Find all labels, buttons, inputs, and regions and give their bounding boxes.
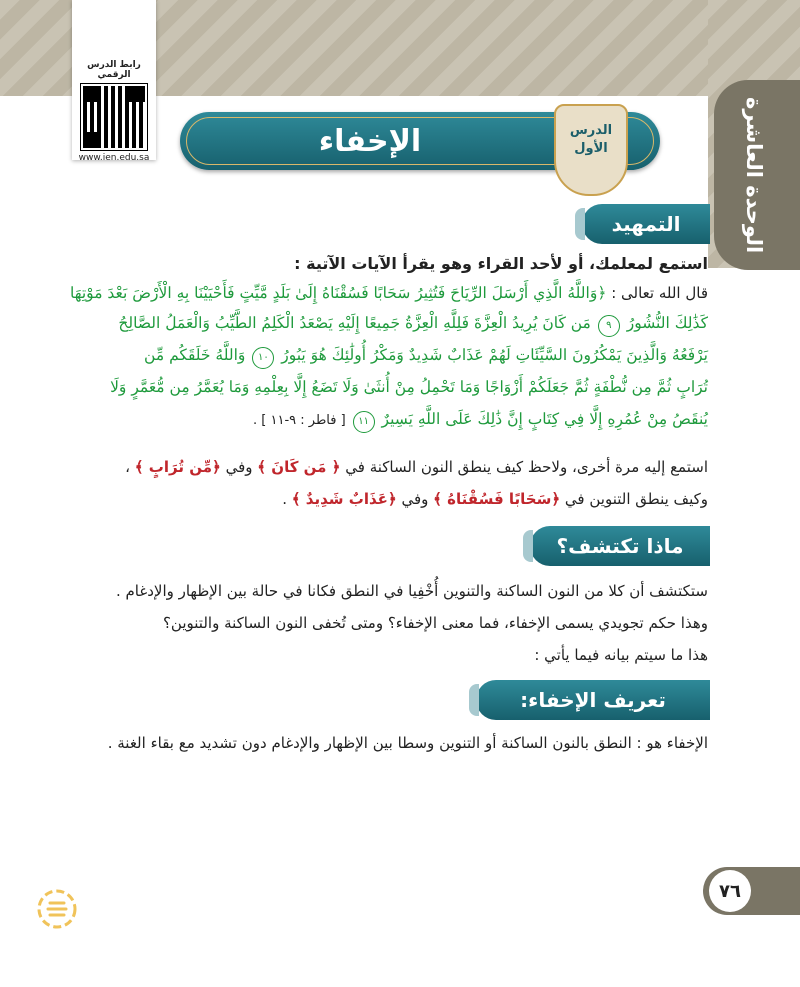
discover-line-1: ستكتشف أن كلا من النون الساكنة والتنوين أُخْفِيا في النطق فكانا في حالة بين الإظهار والإدغام . (115, 582, 708, 600)
lesson-badge-label: الدرس (569, 123, 613, 138)
discover-line-3: هذا ما سيتم بيانه فيما يأتي : (534, 646, 708, 664)
intro-instruction: استمع لمعلمك، أو لأحد القراء وهو يقرأ الآيات الآتية : (294, 254, 708, 273)
publisher-logo-icon (36, 888, 78, 930)
listen-and: وفي (225, 458, 253, 476)
example-tanween-2: ﴿عَذَابٌ شَدِيدٌ ﴾ (291, 490, 397, 508)
verse-text: مَن كَانَ يُرِيدُ الْعِزَّةَ فَلِلَّهِ الْعِزَّةُ جَمِيعًا إِلَيْهِ يَصْعَدُ الْكَلِمُ الطَّيِّبُ وَالْعَمَلُ الصَّالِحُ (118, 314, 591, 332)
verse-line-2 (118, 314, 708, 337)
section-heading-definition: تعريف الإخفاء: (476, 680, 710, 720)
section-heading-discover: ماذا تكتشف؟ (530, 526, 710, 566)
unit-title: الوحدة العاشرة (742, 96, 766, 254)
qr-card[interactable] (72, 0, 156, 163)
section-heading-intro: التمهيد (582, 204, 710, 244)
example-tanween-1: ﴿سَحَابًا فَسُقْنَاهُ ﴾ (433, 490, 561, 508)
listen-text: وكيف ينطق التنوين في (564, 490, 708, 508)
example-nun-1: ﴿ مَن كَانَ ﴾ (257, 458, 341, 476)
page-number: ٧٦ (709, 870, 751, 912)
qr-code-icon[interactable] (81, 84, 147, 150)
qr-url[interactable]: www.ien.edu.sa (78, 153, 150, 163)
discover-line-2: وهذا حكم تجويدي يسمى الإخفاء، فما معنى الإخفاء؟ ومتى تُخفى النون الساكنة والتنوين؟ (162, 614, 708, 632)
listen-line-1: استمع إليه مرة أخرى، ولاحظ كيف ينطق النون الساكنة في ﴿ مَن كَانَ ﴾ وفي ﴿مِّن تُرَابٍ ﴾ ، (125, 458, 708, 476)
verse-text: يَرْفَعُهُ وَالَّذِينَ يَمْكُرُونَ السَّيِّئَاتِ لَهُمْ عَذَابٌ شَدِيدٌ وَمَكْرُ أُولَٰئِكَ هُوَ يَبُورُ (281, 346, 708, 364)
verse-text: يُنقَصُ مِنْ عُمُرِهِ إِلَّا فِي كِتَابٍ إِنَّ ذَٰلِكَ عَلَى اللَّهِ يَسِيرٌ (381, 410, 708, 428)
verse-line-1 (70, 284, 708, 302)
lesson-badge-number: الأول (574, 141, 608, 156)
verse-line-4: تُرَابٍ ثُمَّ مِن نُّطْفَةٍ ثُمَّ جَعَلَكُمْ أَزْوَاجًا وَمَا تَحْمِلُ مِنْ أُنثَىٰ وَلَا تَضَعُ إِلَّا بِعِلْمِهِ وَمَا يُعَمَّرُ مِن مُّعَمَّرٍ وَلَا (110, 378, 708, 396)
example-nun-2: ﴿مِّن تُرَابٍ ﴾ (134, 458, 221, 476)
verse-text: ﴿وَاللَّهُ الَّذِي أَرْسَلَ الرِّيَاحَ فَتُثِيرُ سَحَابًا فَسُقْنَاهُ إِلَىٰ بَلَدٍ مَّيِّتٍ فَأَحْيَيْنَا بِهِ الْأَرْضَ بَعْدَ مَوْتِهَا (70, 284, 607, 302)
verse-line-3 (144, 346, 708, 369)
verse-text: وَاللَّهُ خَلَقَكُم مِّن (144, 346, 246, 364)
ayah-number-icon: ٩ (598, 315, 620, 337)
verse-line-5 (253, 410, 708, 433)
ayah-number-icon: ١٠ (252, 347, 274, 369)
definition-text: الإخفاء هو : النطق بالنون الساكنة أو التنوين وسطا بين الإظهار والإدغام دون تشديد مع بقاء الغنة . (107, 734, 708, 752)
listen-line-2: وكيف ينطق التنوين في ﴿سَحَابًا فَسُقْنَاهُ ﴾ وفي ﴿عَذَابٌ شَدِيدٌ ﴾ . (282, 490, 708, 508)
listen-and: وفي (401, 490, 429, 508)
listen-text: استمع إليه مرة أخرى، ولاحظ كيف ينطق النون الساكنة في (345, 458, 708, 476)
lesson-badge (554, 104, 628, 196)
qr-label: رابط الدرس الرقمي (87, 60, 141, 80)
verse-prefix: قال الله تعالى : (611, 284, 708, 302)
verse-citation: [ فاطر : ٩-١١ ] . (253, 413, 346, 428)
lesson-title: الإخفاء (318, 123, 422, 159)
ayah-number-icon: ١١ (353, 411, 375, 433)
verse-text: كَذَٰلِكَ النُّشُورُ (626, 314, 708, 332)
